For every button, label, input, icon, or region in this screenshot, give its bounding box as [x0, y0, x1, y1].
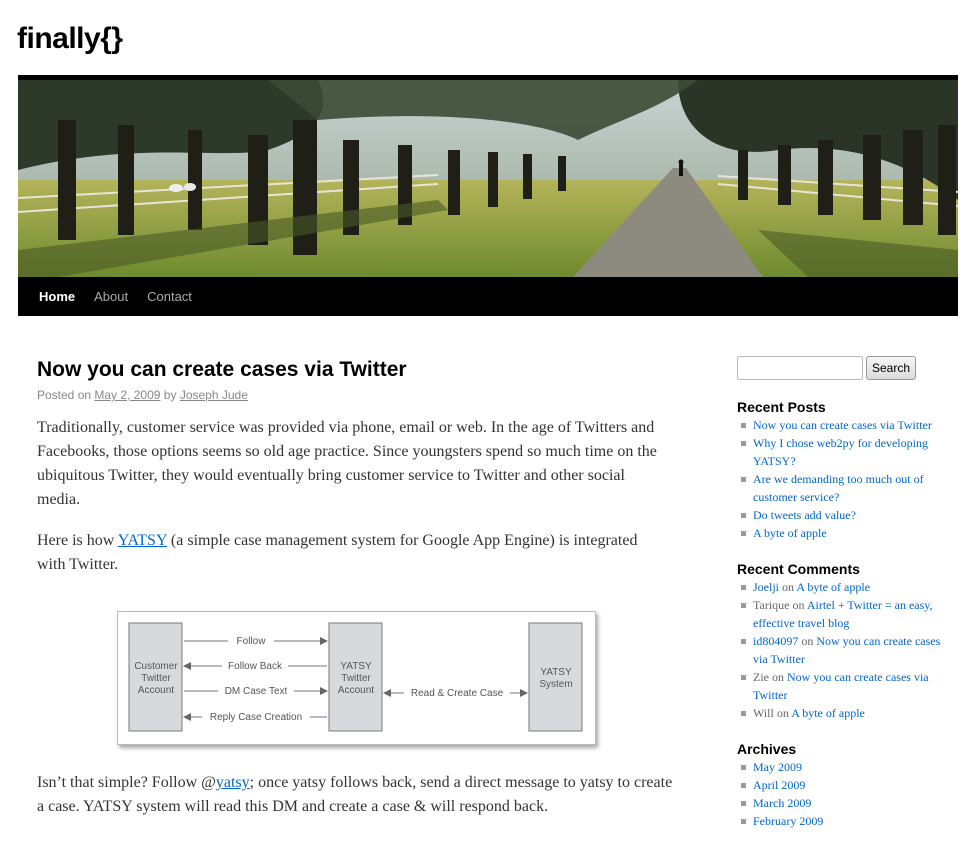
list-item	[737, 506, 957, 524]
list-item	[737, 578, 957, 596]
comment-author: Zie	[753, 670, 769, 684]
post-title[interactable]: Now you can create cases via Twitter	[37, 358, 407, 381]
arrow-dm-label: DM Case Text	[224, 686, 288, 697]
recent-post-link[interactable]: Now you can create cases via Twitter	[753, 418, 932, 432]
p2-suffix: (a simple case management system for Google App Engine) is integrated with Twitter.	[37, 532, 638, 573]
comment-author: Will	[753, 706, 774, 720]
list-item	[737, 434, 957, 470]
search-button[interactable]: Search	[866, 356, 916, 380]
on-label: on	[782, 580, 794, 594]
list-item	[737, 416, 957, 434]
arrow-follow-label: Follow	[236, 636, 266, 647]
comment-author: Tarique	[753, 598, 790, 612]
sidebar	[737, 356, 957, 830]
diagram-svg	[118, 612, 595, 744]
archives-widget	[737, 740, 957, 830]
p3-prefix: Isn’t that simple? Follow @	[37, 774, 216, 791]
recent-posts-title: Recent Posts	[737, 399, 826, 415]
yatsy-twitter-line-3: Account	[337, 685, 375, 696]
archive-link[interactable]: May 2009	[753, 760, 802, 774]
on-label: on	[772, 670, 784, 684]
on-label: on	[776, 706, 789, 720]
nav-home[interactable]: Home	[39, 289, 76, 304]
yatsy-twitter-line-2: Twitter	[341, 673, 371, 684]
on-label: on	[792, 598, 805, 612]
yatsy-system-line-1: YATSY	[540, 667, 572, 678]
search-input[interactable]	[737, 356, 863, 380]
site-title[interactable]: finally{}	[17, 22, 123, 55]
archive-link[interactable]: April 2009	[753, 778, 806, 792]
posted-on-label: Posted on	[37, 388, 92, 402]
recent-comments-list	[737, 578, 957, 722]
yatsy-link[interactable]: YATSY	[117, 532, 167, 549]
main-nav	[18, 277, 958, 316]
customer-line-2: Twitter	[141, 673, 171, 684]
yatsy-system-line-2: System	[539, 679, 573, 690]
post-author-link[interactable]: Joseph Jude	[179, 388, 248, 402]
on-label: on	[801, 634, 814, 648]
comment-post-link[interactable]: Airtel + Twitter = an easy, effective travel blog	[753, 598, 933, 630]
list-item	[737, 524, 957, 542]
list-item	[737, 812, 957, 830]
customer-line-3: Account	[137, 685, 175, 696]
yatsy-twitter-line-1: YATSY	[340, 661, 372, 672]
comment-author-link[interactable]: id804097	[753, 634, 799, 648]
recent-post-link[interactable]: Do tweets add value?	[753, 508, 856, 522]
search-form	[737, 356, 957, 380]
comment-post-link[interactable]: Now you can create cases via Twitter	[753, 634, 941, 666]
arrow-follow-back-label: Follow Back	[228, 661, 282, 672]
comment-post-link[interactable]: A byte of apple	[796, 580, 870, 594]
list-item	[737, 776, 957, 794]
integration-diagram	[117, 611, 596, 745]
post-date-link[interactable]: May 2, 2009	[94, 388, 161, 402]
post	[37, 356, 667, 577]
paragraph-1: Traditionally, customer service was provided via phone, email or web. In the age of Twitters and Facebooks, those options seems so old age practice. Since youngsters spend so much time on the ubiquitous Twitter, they would eventually bring customer service to Twitter and other social media.	[37, 419, 657, 508]
comment-author-link[interactable]: Joelji	[753, 580, 779, 594]
nav-contact[interactable]: Contact	[147, 289, 192, 304]
yatsy-twitter-link[interactable]: yatsy	[215, 774, 250, 791]
header-banner-image	[18, 80, 958, 277]
list-item	[737, 470, 957, 506]
list-item	[737, 596, 957, 632]
recent-comments-title: Recent Comments	[737, 561, 860, 577]
tree-lined-road-image	[18, 80, 958, 277]
list-item	[737, 668, 957, 704]
recent-comments-widget	[737, 560, 957, 722]
customer-line-1: Customer	[134, 661, 178, 672]
list-item	[737, 758, 957, 776]
header	[18, 75, 958, 316]
nav-about[interactable]: About	[94, 289, 129, 304]
paragraph-3	[37, 771, 677, 819]
archive-link[interactable]: March 2009	[753, 796, 812, 810]
archives-list	[737, 758, 957, 830]
p2-prefix: Here is how	[37, 532, 118, 549]
by-label: by	[163, 388, 177, 402]
recent-posts-widget	[737, 398, 957, 542]
paragraph-2	[37, 529, 667, 577]
recent-post-link[interactable]: Are we demanding too much out of customer service?	[753, 472, 924, 504]
p3-suffix: ; once yatsy follows back, send a direct message to yatsy to create a case. YATSY system will read this DM and create a case & will respond back.	[37, 774, 673, 815]
archives-title: Archives	[737, 741, 797, 757]
post-content	[37, 416, 667, 577]
recent-post-link[interactable]: A byte of apple	[753, 526, 827, 540]
list-item	[737, 704, 957, 722]
recent-post-link[interactable]: Why I chose web2py for developing YATSY?	[753, 436, 928, 468]
comment-post-link[interactable]: Now you can create cases via Twitter	[753, 670, 929, 702]
arrow-reply-label: Reply Case Creation	[209, 712, 303, 723]
list-item	[737, 632, 957, 668]
archive-link[interactable]: February 2009	[753, 814, 824, 828]
recent-posts-list	[737, 416, 957, 542]
arrow-read-label: Read & Create Case	[410, 688, 504, 699]
comment-post-link[interactable]: A byte of apple	[791, 706, 865, 720]
list-item	[737, 794, 957, 812]
post-meta	[37, 388, 667, 402]
